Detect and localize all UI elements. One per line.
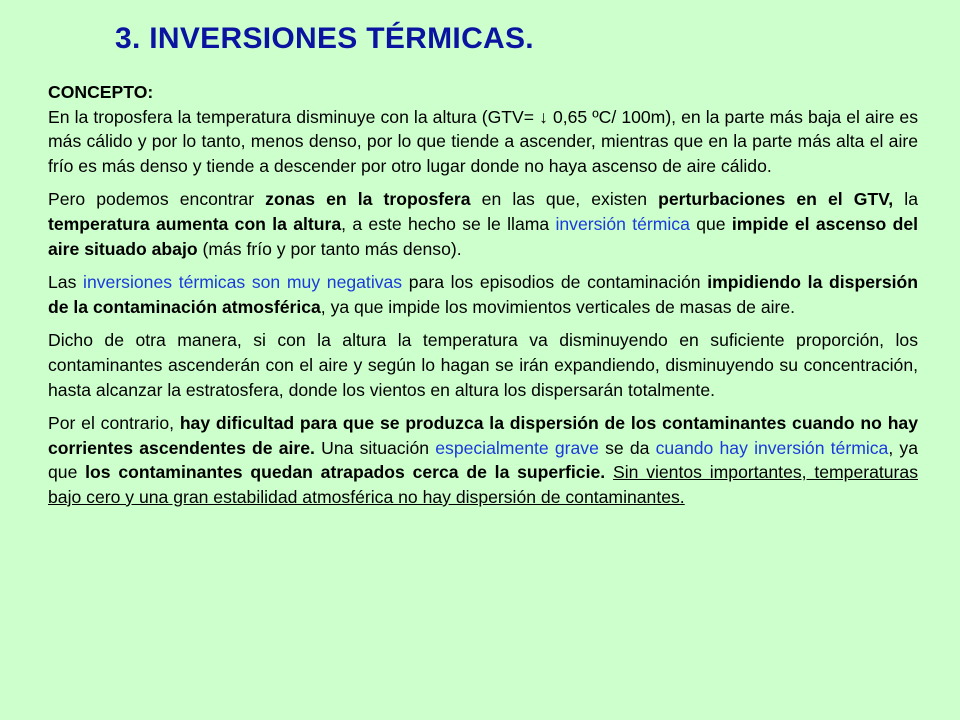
bold-span: los contaminantes quedan atrapados cerca de la superficie. [85, 462, 606, 483]
text-span: , ya que impide los movimientos verticales de masas de aire. [320, 296, 796, 317]
bold-span: impidiendo la dispersión de la contaminación atmosférica [48, 272, 918, 317]
bold-span: zonas en la troposfera [265, 189, 471, 210]
text-span [605, 462, 613, 482]
paragraph-explanation: Dicho de otra manera, si con la altura la temperatura va disminuyendo en suficiente proporción, los contaminantes ascenderán con el aire y según lo hagan se irán expandiendo, disminuyendo su concentración, hasta alcanzar la estratosfera, donde los vientos en altura los dispersarán totalmente. [48, 330, 918, 400]
text-span: se da [598, 437, 656, 458]
text-span: (más frío y por tanto más denso). [197, 238, 462, 259]
paragraph-concept [48, 80, 918, 178]
text-span: en las que, existen [470, 189, 659, 210]
concept-heading: CONCEPTO: [48, 82, 154, 102]
underlined-span: Sin vientos importantes, temperaturas bajo cero y una gran estabilidad atmosférica no hay dispersión de contaminantes. [48, 462, 918, 507]
text-span: para los episodios de contaminación [402, 272, 708, 293]
text-span: Por el contrario, [48, 413, 180, 434]
concept-text: En la troposfera la temperatura disminuye con la altura (GTV= ↓ 0,65 ºC/ 100m), en la parte más baja el aire es más cálido y por lo tanto, menos denso, por lo que tiende a ascender, mientras que en la parte más alta el aire frío es más denso y tiende a descender por otro lugar donde no haya ascenso de aire cálido. [48, 106, 918, 176]
text-span: la [893, 189, 918, 210]
slide-body [48, 80, 918, 519]
highlight-span: cuando hay inversión térmica [655, 437, 889, 458]
paragraph-conclusion [48, 411, 918, 509]
highlight-span: especialmente grave [435, 437, 599, 458]
highlight-span: inversión térmica [555, 213, 690, 234]
text-span: , ya que [48, 437, 918, 483]
slide-title: 3. INVERSIONES TÉRMICAS. [115, 22, 534, 55]
paragraph-negative-effects [48, 270, 918, 319]
bold-span: perturbaciones en el GTV, [658, 189, 894, 210]
text-span: Las [48, 272, 84, 293]
text-span: Pero podemos encontrar [48, 189, 266, 210]
bold-span: temperatura aumenta con la altura [48, 213, 342, 234]
text-span: que [689, 213, 732, 234]
bold-span: hay dificultad para que se produzca la dispersión de los contaminantes cuando no hay corrientes ascendentes de aire. [48, 413, 919, 458]
text-span: , a este hecho se le llama [341, 213, 556, 234]
highlight-span: inversiones térmicas son muy negativas [83, 272, 403, 293]
bold-span: impide el ascenso del aire situado abajo [48, 213, 919, 259]
paragraph-perturbations [48, 187, 918, 261]
text-span: Una situación [314, 437, 436, 458]
